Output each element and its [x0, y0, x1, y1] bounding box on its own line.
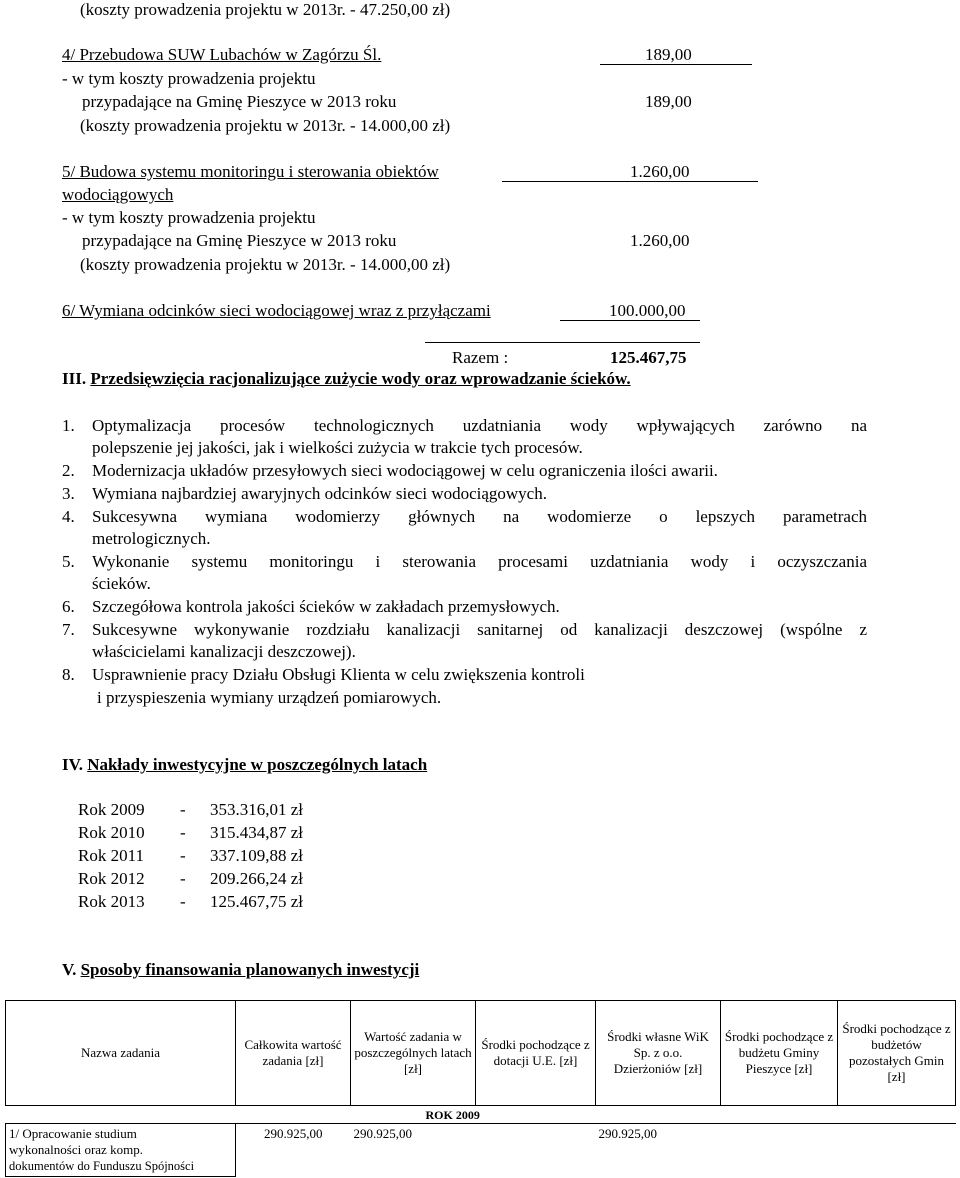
col-header-yearly: Wartość zadania w poszczególnych latach [zł] [351, 1001, 476, 1106]
list-item-text: Optymalizacja procesów technologicznych uzdatniania wody wpływających zarówno na [92, 416, 867, 435]
section-5-title: Sposoby finansowania planowanych inwestycji [80, 960, 420, 979]
year-value: 353.316,01 zł [210, 800, 304, 819]
col-header-total: Całkowita wartość zadania [zł] [236, 1001, 351, 1106]
section-4-heading [62, 755, 427, 775]
col-header-own-funds: Środki własne WiK Sp. z o.o. Dzierżoniów [zł] [596, 1001, 721, 1106]
year-value: 125.467,75 zł [210, 892, 304, 911]
item-4-title: 4/ Przebudowa SUW Lubachów w Zagórzu Śl. [62, 45, 382, 64]
list-item-text: Wykonanie systemu monitoringu i sterowania procesami uzdatniania wody i oczyszczania [92, 552, 867, 571]
table-year-row [6, 1106, 956, 1124]
item-5-sub1: - w tym koszty prowadzenia projektu [62, 208, 316, 227]
total-label: Razem : [452, 348, 509, 367]
list-item-number: 3. [62, 484, 75, 503]
list-item-number: 5. [62, 552, 75, 571]
year-dash: - [180, 823, 186, 842]
task-eu-cell [476, 1124, 596, 1177]
task-own-funds-cell: 290.925,00 [598, 1126, 657, 1141]
year-dash: - [180, 892, 186, 911]
item-4-note: (koszty prowadzenia projektu w 2013r. - 14.000,00 zł) [80, 116, 451, 135]
year-value: 337.109,88 zł [210, 846, 304, 865]
task-name-line1 [9, 1126, 232, 1142]
task-name-line1-text: 1/ Opracowanie studium [9, 1126, 137, 1141]
col-header-name: Nazwa zadania [6, 1001, 236, 1106]
financing-table [5, 1000, 956, 1177]
item-5-sub2-amount: 1.260,00 [630, 231, 690, 250]
year-label: Rok 2011 [78, 846, 144, 865]
year-dash: - [180, 800, 186, 819]
year-dash: - [180, 869, 186, 888]
task-total-cell: 290.925,00 [264, 1126, 323, 1141]
list-item-text: i przyspieszenia wymiany urządzeń pomiarowych. [97, 688, 442, 707]
item-5-title: 5/ Budowa systemu monitoringu i sterowania obiektów [62, 162, 439, 181]
section-4-number: IV. [62, 755, 83, 774]
list-item-text: Wymiana najbardziej awaryjnych odcinków sieci wodociągowych. [92, 484, 547, 503]
year-label: Rok 2012 [78, 869, 145, 888]
item-5-note: (koszty prowadzenia projektu w 2013r. - 14.000,00 zł) [80, 255, 451, 274]
table-row [6, 1124, 956, 1177]
year-value: 209.266,24 zł [210, 869, 304, 888]
item-4-sub1: - w tym koszty prowadzenia projektu [62, 69, 316, 88]
year-label: Rok 2013 [78, 892, 145, 911]
task-name-line3: dokumentów do Funduszu Spójności [9, 1159, 195, 1173]
list-item-text: polepszenie jej jakości, jak i wielkości zużycia w trakcie tych procesów. [92, 438, 583, 457]
year-label-2009: ROK 2009 [236, 1106, 956, 1124]
year-label: Rok 2010 [78, 823, 145, 842]
item-5-sub2: przypadające na Gminę Pieszyce w 2013 roku [82, 231, 397, 250]
section-3-number: III. [62, 369, 87, 388]
list-item-number: 4. [62, 507, 75, 526]
item-6-underline [560, 320, 700, 321]
section-5-heading [62, 960, 419, 980]
list-item-text: Szczegółowa kontrola jakości ścieków w zakładach przemysłowych. [92, 597, 560, 616]
year-value: 315.434,87 zł [210, 823, 304, 842]
list-item-text: Sukcesywna wymiana wodomierzy głównych na wodomierze o lepszych parametrach [92, 507, 867, 526]
section-3-heading [62, 369, 631, 389]
section-3-title: Przedsięwzięcia racjonalizujące zużycie wody oraz wprowadzanie ścieków. [90, 369, 631, 388]
task-other-gminas-cell [838, 1124, 956, 1177]
list-item-number: 1. [62, 416, 75, 435]
list-item-number: 8. [62, 665, 75, 684]
item-4-underline [600, 64, 752, 65]
list-item-text: ścieków. [92, 574, 151, 593]
list-item-text: Modernizacja układów przesyłowych sieci wodociągowej w celu ograniczenia ilości awarii. [92, 461, 718, 480]
item-6-title: 6/ Wymiana odcinków sieci wodociągowej wraz z przyłączami [62, 301, 491, 320]
task-pieszyce-cell [721, 1124, 838, 1177]
year-label: Rok 2009 [78, 800, 145, 819]
section-5-number: V. [62, 960, 77, 979]
item-5-amount: 1.260,00 [630, 162, 690, 181]
project-cost-note-3: (koszty prowadzenia projektu w 2013r. - 47.250,00 zł) [80, 0, 451, 19]
list-item-text: właścicielami kanalizacji deszczowej). [92, 642, 356, 661]
task-name-line2: wykonalności oraz komp. [9, 1142, 143, 1157]
list-item-text: metrologicznych. [92, 529, 211, 548]
list-item-text: Usprawnienie pracy Działu Obsługi Klienta w celu zwiększenia kontroli [92, 665, 585, 684]
year-dash: - [180, 846, 186, 865]
item-5-title-cont: wodociągowych [62, 185, 174, 204]
section-4-title: Nakłady inwestycyjne w poszczególnych latach [87, 755, 428, 774]
col-header-pieszyce-budget: Środki pochodzące z budżetu Gminy Pieszyce [zł] [721, 1001, 838, 1106]
list-item-number: 6. [62, 597, 75, 616]
item-4-sub2-amount: 189,00 [645, 92, 692, 111]
total-value: 125.467,75 [610, 348, 687, 367]
item-6-amount: 100.000,00 [609, 301, 686, 320]
task-name-cell [6, 1124, 236, 1177]
list-item-text: Sukcesywne wykonywanie rozdziału kanalizacji sanitarnej od kanalizacji deszczowej (wspólne z [92, 620, 867, 639]
task-yearly-cell: 290.925,00 [353, 1126, 412, 1141]
col-header-eu-grant: Środki pochodzące z dotacji U.E. [zł] [476, 1001, 596, 1106]
table-header-row [6, 1001, 956, 1106]
list-item-number: 7. [62, 620, 75, 639]
list-item-number: 2. [62, 461, 75, 480]
item-4-amount: 189,00 [645, 45, 692, 64]
total-rule [425, 342, 700, 343]
col-header-other-gminas: Środki pochodzące z budżetów pozostałych Gmin [zł] [838, 1001, 956, 1106]
item-4-sub2: przypadające na Gminę Pieszyce w 2013 roku [82, 92, 397, 111]
